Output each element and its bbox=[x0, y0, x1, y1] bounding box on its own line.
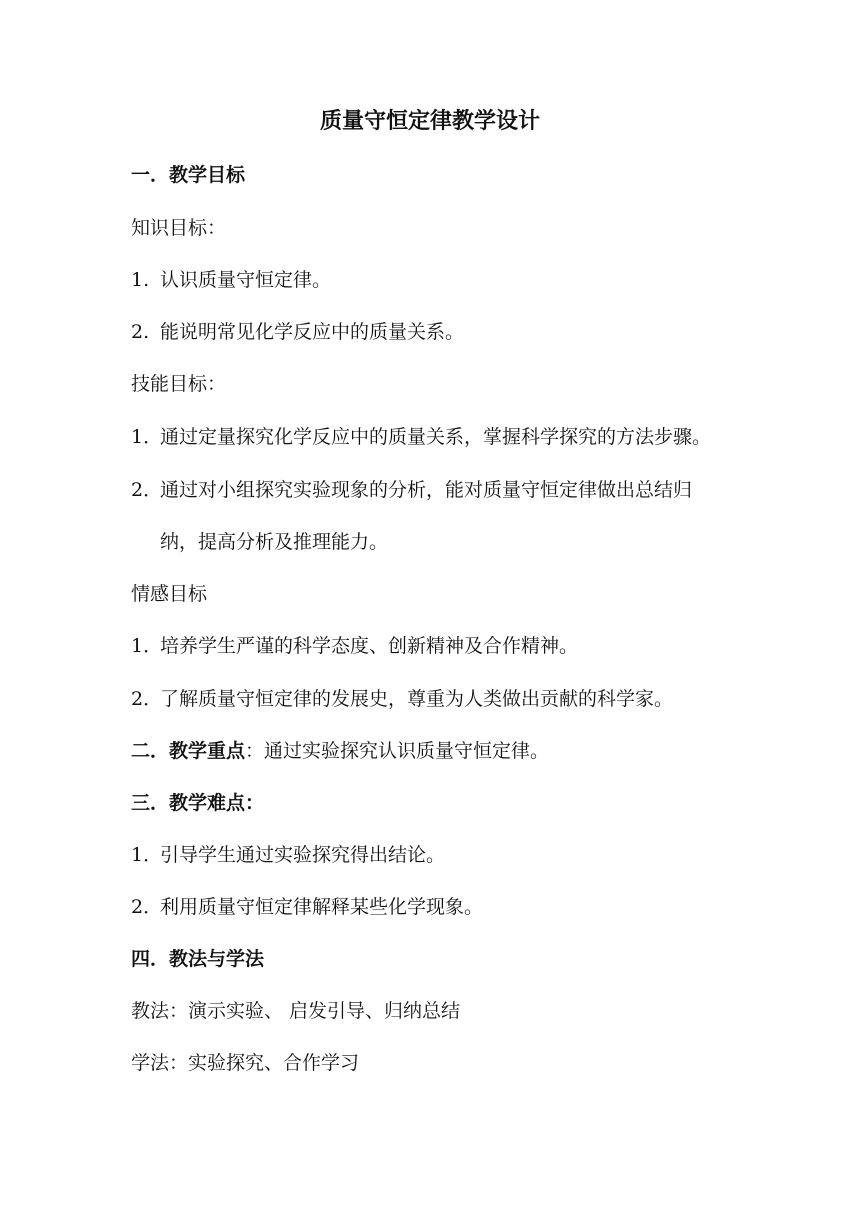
item-text: 能说明常见化学反应中的质量关系。 bbox=[160, 321, 465, 343]
section-1-heading: 一．教学目标 bbox=[131, 164, 246, 186]
teaching-methods: 教法：演示实验、 启发引导、归纳总结 bbox=[131, 1000, 461, 1022]
item-text: 认识质量守恒定律。 bbox=[160, 269, 332, 291]
item-number: 2． bbox=[131, 896, 163, 918]
item-number: 2． bbox=[131, 479, 163, 501]
section-3-heading: 三．教学难点 bbox=[131, 792, 246, 814]
section-3 bbox=[131, 790, 264, 816]
learning-methods: 学法：实验探究、合作学习 bbox=[131, 1052, 360, 1074]
section-2-heading: 二．教学重点 bbox=[131, 740, 246, 762]
emotion-goal-item bbox=[131, 686, 673, 712]
item-text: 通过对小组探究实验现象的分析，能对质量守恒定律做出总结归 bbox=[160, 479, 693, 501]
emotion-goals-label: 情感目标 bbox=[131, 583, 208, 605]
difficulty-item bbox=[131, 894, 483, 920]
item-text: 了解质量守恒定律的发展史，尊重为人类做出贡献的科学家。 bbox=[160, 688, 674, 710]
item-text: 培养学生严谨的科学态度、创新精神及合作精神。 bbox=[160, 635, 579, 657]
section-2-text: ：通过实验探究认识质量守恒定律。 bbox=[245, 740, 550, 762]
emotion-goal-item bbox=[131, 633, 578, 659]
item-text: 利用质量守恒定律解释某些化学现象。 bbox=[160, 896, 484, 918]
knowledge-goals-label: 知识目标： bbox=[131, 217, 227, 239]
section-2 bbox=[131, 738, 549, 764]
item-number: 1． bbox=[131, 426, 163, 448]
skill-goal-item bbox=[131, 477, 692, 503]
difficulty-item bbox=[131, 842, 445, 868]
skill-goal-item-continuation: 纳，提高分析及推理能力。 bbox=[160, 531, 389, 553]
document-title: 质量守恒定律教学设计 bbox=[319, 108, 540, 134]
skill-goal-item bbox=[131, 424, 711, 450]
item-number: 2． bbox=[131, 688, 163, 710]
item-text: 通过定量探究化学反应中的质量关系，掌握科学探究的方法步骤。 bbox=[160, 426, 712, 448]
section-3-colon: ： bbox=[245, 792, 265, 814]
item-text: 引导学生通过实验探究得出结论。 bbox=[160, 844, 446, 866]
knowledge-goal-item bbox=[131, 319, 464, 345]
section-4-heading: 四．教法与学法 bbox=[131, 948, 265, 970]
item-number: 1. bbox=[131, 269, 150, 291]
knowledge-goal-item bbox=[131, 267, 331, 293]
item-number: 1． bbox=[131, 635, 163, 657]
skill-goals-label: 技能目标： bbox=[131, 373, 227, 395]
item-number: 2. bbox=[131, 321, 150, 343]
item-number: 1． bbox=[131, 844, 163, 866]
